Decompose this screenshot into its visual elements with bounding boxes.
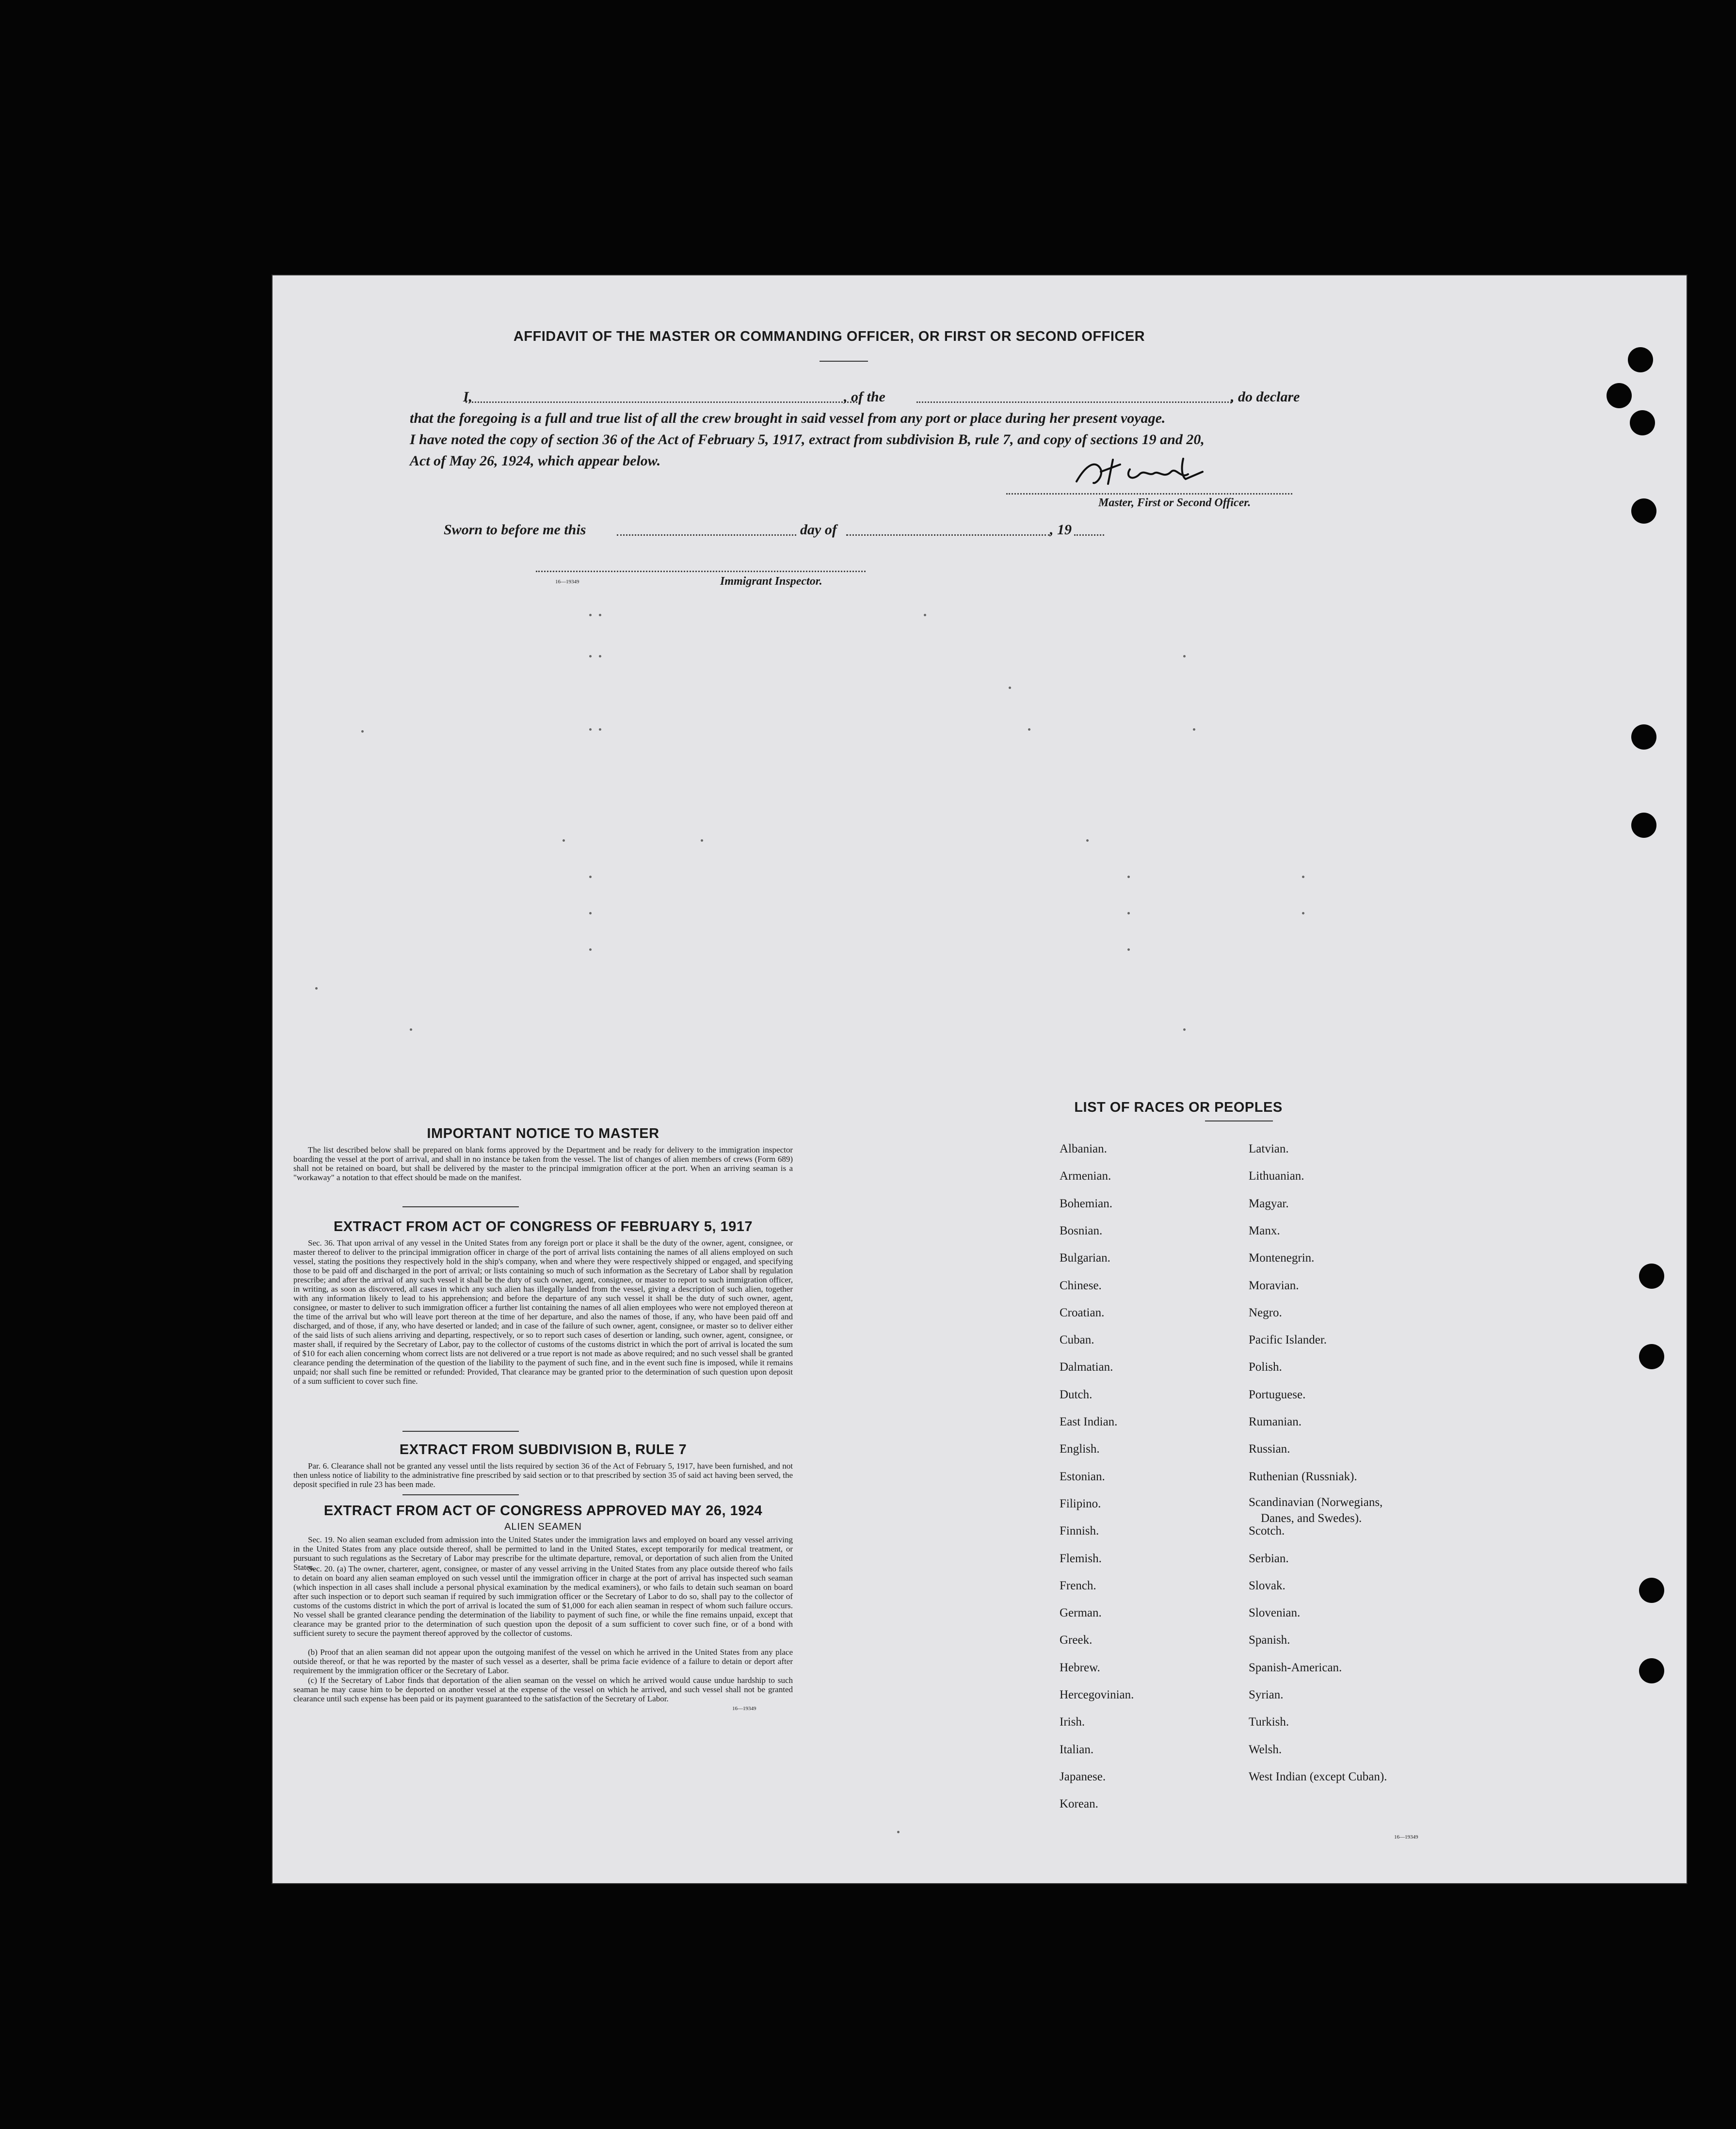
races-title: LIST OF RACES OR PEOPLES (1074, 1100, 1283, 1115)
punch-hole (1631, 813, 1656, 838)
punch-hole (1607, 383, 1632, 408)
race-item: German. (1060, 1606, 1102, 1620)
race-item: Spanish. (1249, 1633, 1290, 1647)
race-item: Slovenian. (1249, 1606, 1301, 1620)
race-item: Bosnian. (1060, 1224, 1103, 1237)
inspector-caption: Immigrant Inspector. (720, 575, 822, 588)
race-item: Estonian. (1060, 1470, 1105, 1483)
race-item: Lithuanian. (1249, 1169, 1304, 1183)
races-form-number: 16—19349 (1394, 1834, 1418, 1840)
race-item: Cuban. (1060, 1333, 1094, 1347)
sec19-body: Sec. 19. No alien seaman excluded from admission into the United States under the immigration laws and employed on board any vessel arriving in the United States from any place outside thereof, shall be permitted to land in the United States, except temporarily for medical treatment, or pursuant to such regulations as the Secretary of Labor may prescribe for the ultimate departure, removal, or deportation of such alien from the United States. (293, 1535, 793, 1572)
race-item: Danes, and Swedes). (1261, 1511, 1362, 1525)
affidavit-line3: I have noted the copy of section 36 of the Act of February 5, 1917, extract from subdivision B, rule 7, and copy of sections 19 and 20, (410, 432, 1205, 448)
sworn-month-blank[interactable] (846, 534, 1050, 536)
race-item: Welsh. (1249, 1743, 1282, 1756)
race-item: Irish. (1060, 1715, 1085, 1729)
race-item: Dalmatian. (1060, 1361, 1113, 1374)
affidavit-declare-label: , do declare (1231, 389, 1300, 405)
race-item: English. (1060, 1442, 1100, 1456)
rule7-title: EXTRACT FROM SUBDIVISION B, RULE 7 (399, 1442, 687, 1457)
punch-hole (1639, 1264, 1664, 1289)
race-item: West Indian (except Cuban). (1249, 1770, 1387, 1783)
sworn-day-blank[interactable] (617, 534, 796, 536)
race-item: Chinese. (1060, 1279, 1102, 1292)
race-item: Bulgarian. (1060, 1251, 1110, 1265)
sworn-prefix: Sworn to before me this (444, 522, 586, 538)
race-item: French. (1060, 1579, 1096, 1592)
affidavit-title: AFFIDAVIT OF THE MASTER OR COMMANDING OFFICER, OR FIRST OR SECOND OFFICER (513, 329, 1145, 344)
alien-seamen-subtitle: ALIEN SEAMEN (504, 1521, 582, 1532)
punch-hole (1628, 347, 1653, 372)
affidavit-line4: Act of May 26, 1924, which appear below. (410, 453, 661, 469)
race-item: Albanian. (1060, 1142, 1107, 1155)
affidavit-line2: that the foregoing is a full and true list of all the crew brought in said vessel from any port or place during her present voyage. (410, 410, 1166, 426)
race-item: East Indian. (1060, 1415, 1118, 1428)
race-item: Hebrew. (1060, 1661, 1100, 1674)
race-item: Montenegrin. (1249, 1251, 1315, 1265)
rule7-body: Par. 6. Clearance shall not be granted any vessel until the lists required by section 36 of the Act of February 5, 1917, have been furnished, and not then unless notice of liability to the administrative fine prescribed by said section or to that prescribed by section 35 of said act having been served, the deposit specified in rule 23 has been made. (293, 1461, 793, 1489)
race-item: Spanish-American. (1249, 1661, 1342, 1674)
extract-1917-body: Sec. 36. That upon arrival of any vessel in the United States from any foreign port or place it shall be the duty of the owner, agent, consignee, or master thereof to deliver to the principal immigration officer in charge of the port of arrival lists containing the names of all aliens employed on such vessel, stating the positions they respectively hold in the ship's company, when and where they were respectively shipped or engaged, and specifying those to be paid off and discharged in the port of arrival; or lists containing so much of such information as the Secretary of Labor shall by regulation prescribe; and after the arrival of any such vessel it shall be the duty of such owner, agent, consignee, or master to report to such immigration officer, in writing, as soon as discovered, all cases in which any such alien has illegally landed from the vessel, giving a description of such alien, together with any information likely to lead to his apprehension; and before the departure of any such vessel it shall be the duty of such owner, agent, consignee, or master to deliver to such immigration officer a further list containing the names of all alien employees who were not employed thereon at the time of the arrival but who will leave port thereon at the time of her departure, and also the names of those, if any, who have been paid off and discharged, and of those, if any, who have deserted or landed; and in case of the failure of such owner, agent, consignee, or master so to deliver either of the said lists of such aliens arriving and departing, respectively, or so to report such cases of desertion or landing, such owner, agent, consignee, or master shall, if required by the Secretary of Labor, pay to the collector of customs of the customs district in which the port of arrival is located the sum of $10 for each alien concerning whom correct lists are not delivered or a true report is not made as above required; and no such vessel shall be granted clearance pending the determination of the question of the liability to the payment of such fine, and in the event such fine is imposed, while it remains unpaid; nor shall such fine be remitted or refunded: Provided, That clearance may be granted prior to the determination of such question upon deposit of a sum sufficient to cover such fine. (293, 1238, 793, 1386)
punch-hole (1630, 410, 1655, 435)
signature-caption: Master, First or Second Officer. (1098, 496, 1251, 509)
extract-form-number: 16—19349 (732, 1706, 756, 1712)
punch-hole (1639, 1344, 1664, 1369)
inspector-blank[interactable] (536, 571, 866, 572)
signature-blank[interactable] (1006, 493, 1292, 495)
punch-hole (1639, 1578, 1664, 1603)
race-item: Flemish. (1060, 1552, 1102, 1565)
sec20c-body: (c) If the Secretary of Labor finds that deportation of the alien seaman on the vessel on which he arrived would cause undue hardship to such seaman he may cause him to be deported on another vessel at the expense of the vessel on which he arrived, and such vessel shall not be granted clearance until such expense has been paid or its payment guaranteed to the satisfaction of the Secretary of Labor. (293, 1676, 793, 1703)
race-item: Filipino. (1060, 1497, 1101, 1510)
race-item: Finnish. (1060, 1524, 1099, 1538)
race-item: Negro. (1249, 1306, 1282, 1319)
race-item: Portuguese. (1249, 1388, 1306, 1401)
sworn-year-blank[interactable] (1074, 534, 1104, 536)
race-item: Hercegovinian. (1060, 1688, 1134, 1701)
sworn-year-label: , 19 (1050, 522, 1072, 538)
race-item: Dutch. (1060, 1388, 1093, 1401)
race-item: Korean. (1060, 1797, 1098, 1811)
race-item: Pacific Islander. (1249, 1333, 1327, 1347)
race-item: Moravian. (1249, 1279, 1299, 1292)
title-divider (820, 361, 868, 362)
notice-title: IMPORTANT NOTICE TO MASTER (427, 1126, 659, 1141)
race-item: Russian. (1249, 1442, 1290, 1456)
affidavit-i-label: I, (463, 389, 473, 405)
extract-1924-title: EXTRACT FROM ACT OF CONGRESS APPROVED MAY 26, 1924 (323, 1503, 763, 1519)
race-item: Greek. (1060, 1633, 1093, 1647)
race-item: Japanese. (1060, 1770, 1106, 1783)
race-item: Scotch. (1249, 1524, 1285, 1538)
race-item: Syrian. (1249, 1688, 1284, 1701)
name-blank[interactable] (466, 401, 861, 403)
race-item: Latvian. (1249, 1142, 1289, 1155)
race-item: Magyar. (1249, 1197, 1289, 1210)
sworn-day-label: day of (800, 522, 837, 538)
sec20b-body: (b) Proof that an alien seaman did not appear upon the outgoing manifest of the vessel on which he arrived in the United States from any place outside thereof, or that he was reported by the master of such vessel as a deserter, shall be prima facie evidence of a failure to detain or deport after requirement by the immigration officer or the Secretary of Labor. (293, 1648, 793, 1675)
affidavit-of-label: , of the (844, 389, 885, 405)
race-item: Manx. (1249, 1224, 1280, 1237)
inspector-form-number: 16—19349 (555, 579, 579, 585)
notice-body: The list described below shall be prepared on blank forms approved by the Department and be ready for delivery to the immigration inspector boarding the vessel at the port of arrival, and shall in no instance be taken from the vessel. The list of changes of alien members of crews (Form 689) shall not be retained on board, but shall be delivered by the master to the principal immigration officer at the port. When an arriving seaman is a "workaway" a notation to that effect should be made on the manifest. (293, 1145, 793, 1182)
race-item: Serbian. (1249, 1552, 1289, 1565)
race-item: Turkish. (1249, 1715, 1289, 1729)
race-item: Slovak. (1249, 1579, 1286, 1592)
race-item: Polish. (1249, 1361, 1282, 1374)
race-item: Bohemian. (1060, 1197, 1113, 1210)
race-item: Armenian. (1060, 1169, 1111, 1183)
sec20a-body: Sec. 20. (a) The owner, charterer, agent, consignee, or master of any vessel arriving in the United States from any place outside thereof who fails to detain on board any alien seaman employed on such vessel until the immigration officer in charge at the port of arrival has inspected such seaman (which inspection in all cases shall include a personal physical examination by the medical examiners), or who fails to detain such seaman on board after such inspection or to deport such seaman if required by such immigration officer or the Secretary of Labor to do so, shall pay to the collector of customs of the customs district in which the port of arrival is located the sum of $1,000 for each alien seaman in respect of whom such failure occurs. No vessel shall be granted clearance pending the determination of the liability to payment of such fine, or while the fine remains unpaid, except that clearance may be granted prior to the determination of such question upon the deposit of a sum sufficient to cover such fine, or of a bond with sufficient surety to secure the payment thereof approved by the collector of customs. (293, 1564, 793, 1638)
punch-hole (1639, 1658, 1664, 1683)
race-item: Croatian. (1060, 1306, 1105, 1319)
race-item: Ruthenian (Russniak). (1249, 1470, 1357, 1483)
race-item: Rumanian. (1249, 1415, 1302, 1428)
punch-hole (1631, 724, 1656, 750)
extract-1917-title: EXTRACT FROM ACT OF CONGRESS OF FEBRUARY 5, 1917 (333, 1219, 753, 1234)
master-signature (1067, 455, 1237, 491)
race-item: Italian. (1060, 1743, 1094, 1756)
document-page (272, 274, 1688, 1884)
race-item: Scandinavian (Norwegians, (1249, 1495, 1383, 1509)
vessel-blank[interactable] (916, 401, 1232, 403)
punch-hole (1631, 498, 1656, 524)
